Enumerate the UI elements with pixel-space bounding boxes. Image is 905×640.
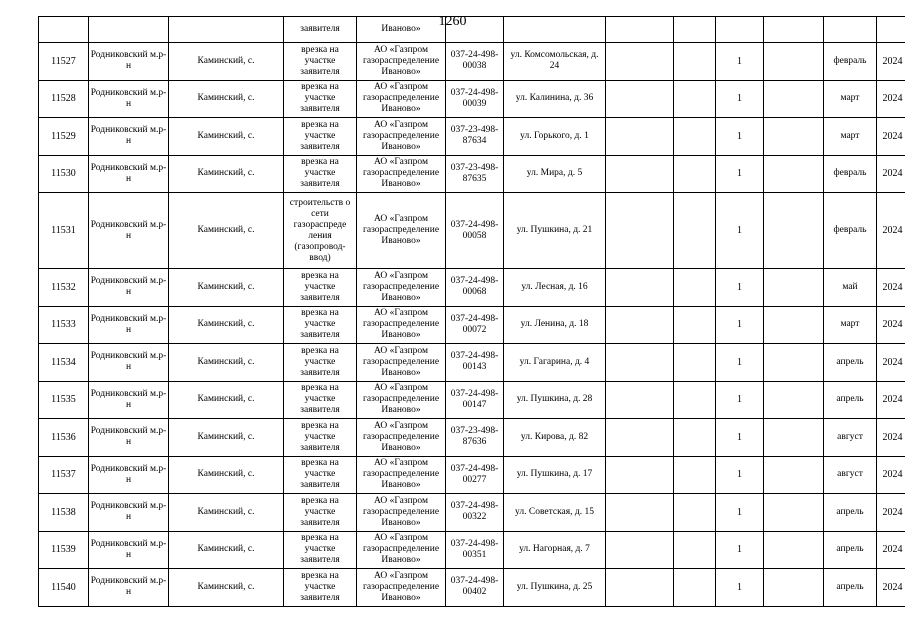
application-number-cell: 037-24-498-00058: [446, 193, 504, 269]
organization-cell: АО «Газпром газораспределение Иваново»: [357, 344, 446, 382]
col-9-cell: [674, 381, 716, 419]
address-cell: ул. Лесная, д. 16: [504, 269, 606, 307]
address-cell: ул. Нагорная, д. 7: [504, 531, 606, 569]
row-number-cell: 11534: [39, 344, 89, 382]
organization-cell: АО «Газпром газораспределение Иваново»: [357, 306, 446, 344]
table-row: [39, 155, 905, 193]
col-11-cell: [764, 531, 824, 569]
month-cell: август: [824, 456, 877, 494]
settlement-cell: Каминский, с.: [169, 419, 284, 457]
quantity-cell: 1: [716, 193, 764, 269]
district-cell: Родниковский м.р-н: [89, 456, 169, 494]
year-cell: 2024: [877, 381, 905, 419]
col-11-cell: [764, 381, 824, 419]
col-11-cell: [764, 344, 824, 382]
col-9-cell: [674, 344, 716, 382]
organization-cell: АО «Газпром газораспределение Иваново»: [357, 80, 446, 118]
col-8-cell: [606, 155, 674, 193]
col-8-cell: [606, 193, 674, 269]
quantity-cell: 1: [716, 155, 764, 193]
application-number-cell: 037-23-498-87636: [446, 419, 504, 457]
district-cell: Родниковский м.р-н: [89, 531, 169, 569]
page-number: 1260: [438, 14, 467, 29]
row-number-cell: [39, 17, 89, 43]
quantity-cell: 1: [716, 456, 764, 494]
col-11-cell: [764, 80, 824, 118]
col-8-cell: [606, 531, 674, 569]
organization-cell: АО «Газпром газораспределение Иваново»: [357, 381, 446, 419]
year-cell: 2024: [877, 419, 905, 457]
quantity-cell: 1: [716, 306, 764, 344]
year-cell: 2024: [877, 269, 905, 307]
organization-cell: АО «Газпром газораспределение Иваново»: [357, 269, 446, 307]
organization-cell: АО «Газпром газораспределение Иваново»: [357, 155, 446, 193]
district-cell: Родниковский м.р-н: [89, 269, 169, 307]
month-cell: март: [824, 80, 877, 118]
district-cell: Родниковский м.р-н: [89, 193, 169, 269]
table-row: [39, 118, 905, 156]
month-cell: февраль: [824, 43, 877, 81]
quantity-cell: 1: [716, 569, 764, 607]
year-cell: 2024: [877, 344, 905, 382]
row-number-cell: 11539: [39, 531, 89, 569]
application-number-cell: 037-24-498-00038: [446, 43, 504, 81]
month-cell: апрель: [824, 531, 877, 569]
year-cell: 2024: [877, 193, 905, 269]
settlement-cell: Каминский, с.: [169, 344, 284, 382]
district-cell: Родниковский м.р-н: [89, 155, 169, 193]
quantity-cell: 1: [716, 269, 764, 307]
col-9-cell: [674, 456, 716, 494]
row-number-cell: 11530: [39, 155, 89, 193]
table-row: [39, 494, 905, 532]
col-11-cell: [764, 306, 824, 344]
work-type-cell: врезка на участке заявителя: [284, 118, 357, 156]
address-cell: ул. Калинина, д. 36: [504, 80, 606, 118]
table-row: [39, 381, 905, 419]
table-row: [39, 531, 905, 569]
address-cell: ул. Горького, д. 1: [504, 118, 606, 156]
table-row: [39, 306, 905, 344]
work-type-cell: заявителя: [284, 17, 357, 43]
settlement-cell: Каминский, с.: [169, 80, 284, 118]
col-9-cell: [674, 43, 716, 81]
work-type-cell: врезка на участке заявителя: [284, 381, 357, 419]
col-8-cell: [606, 43, 674, 81]
col-8-cell: [606, 344, 674, 382]
year-cell: 2024: [877, 118, 905, 156]
col-8-cell: [606, 269, 674, 307]
row-number-cell: 11532: [39, 269, 89, 307]
table-row: [39, 456, 905, 494]
col-11-cell: [764, 43, 824, 81]
district-cell: Родниковский м.р-н: [89, 569, 169, 607]
year-cell: 2024: [877, 306, 905, 344]
application-number-cell: 037-24-498-00351: [446, 531, 504, 569]
quantity-cell: 1: [716, 344, 764, 382]
work-type-cell: врезка на участке заявителя: [284, 569, 357, 607]
organization-cell: АО «Газпром газораспределение Иваново»: [357, 43, 446, 81]
work-type-cell: врезка на участке заявителя: [284, 155, 357, 193]
application-number-cell: 037-24-498-00039: [446, 80, 504, 118]
district-cell: Родниковский м.р-н: [89, 381, 169, 419]
row-number-cell: 11540: [39, 569, 89, 607]
quantity-cell: 1: [716, 381, 764, 419]
address-cell: ул. Мира, д. 5: [504, 155, 606, 193]
registry-table: [38, 16, 905, 607]
work-type-cell: врезка на участке заявителя: [284, 43, 357, 81]
col-8-cell: [606, 381, 674, 419]
month-cell: апрель: [824, 569, 877, 607]
col-9-cell: [674, 494, 716, 532]
col-8-cell: [606, 456, 674, 494]
col-11-cell: [764, 118, 824, 156]
quantity-cell: [716, 17, 764, 43]
address-cell: ул. Пушкина, д. 17: [504, 456, 606, 494]
col-9-cell: [674, 419, 716, 457]
year-cell: 2024: [877, 494, 905, 532]
month-cell: апрель: [824, 344, 877, 382]
quantity-cell: 1: [716, 531, 764, 569]
work-type-cell: врезка на участке заявителя: [284, 80, 357, 118]
registry-table-body: [39, 17, 905, 607]
address-cell: ул. Кирова, д. 82: [504, 419, 606, 457]
address-cell: ул. Советская, д. 15: [504, 494, 606, 532]
row-number-cell: 11527: [39, 43, 89, 81]
col-8-cell: [606, 306, 674, 344]
settlement-cell: Каминский, с.: [169, 269, 284, 307]
col-11-cell: [764, 456, 824, 494]
organization-cell: АО «Газпром газораспределение Иваново»: [357, 569, 446, 607]
application-number-cell: 037-24-498-00068: [446, 269, 504, 307]
application-number-cell: 037-24-498-00143: [446, 344, 504, 382]
col-9-cell: [674, 269, 716, 307]
settlement-cell: Каминский, с.: [169, 193, 284, 269]
month-cell: август: [824, 419, 877, 457]
col-9-cell: [674, 118, 716, 156]
row-number-cell: 11528: [39, 80, 89, 118]
month-cell: март: [824, 118, 877, 156]
application-number-cell: [446, 17, 504, 43]
settlement-cell: Каминский, с.: [169, 569, 284, 607]
col-9-cell: [674, 155, 716, 193]
work-type-cell: врезка на участке заявителя: [284, 269, 357, 307]
col-11-cell: [764, 155, 824, 193]
application-number-cell: 037-24-498-00072: [446, 306, 504, 344]
col-9-cell: [674, 306, 716, 344]
row-number-cell: 11529: [39, 118, 89, 156]
row-number-cell: 11533: [39, 306, 89, 344]
settlement-cell: Каминский, с.: [169, 494, 284, 532]
district-cell: Родниковский м.р-н: [89, 43, 169, 81]
settlement-cell: Каминский, с.: [169, 43, 284, 81]
work-type-cell: врезка на участке заявителя: [284, 306, 357, 344]
row-number-cell: 11535: [39, 381, 89, 419]
work-type-cell: врезка на участке заявителя: [284, 531, 357, 569]
application-number-cell: 037-24-498-00277: [446, 456, 504, 494]
application-number-cell: 037-24-498-00147: [446, 381, 504, 419]
table-row: [39, 344, 905, 382]
col-11-cell: [764, 269, 824, 307]
application-number-cell: 037-23-498-87635: [446, 155, 504, 193]
table-row: [39, 80, 905, 118]
application-number-cell: 037-24-498-00322: [446, 494, 504, 532]
quantity-cell: 1: [716, 118, 764, 156]
district-cell: Родниковский м.р-н: [89, 118, 169, 156]
settlement-cell: Каминский, с.: [169, 155, 284, 193]
address-cell: ул. Ленина, д. 18: [504, 306, 606, 344]
settlement-cell: Каминский, с.: [169, 381, 284, 419]
address-cell: ул. Пушкина, д. 28: [504, 381, 606, 419]
year-cell: 2024: [877, 456, 905, 494]
col-9-cell: [674, 569, 716, 607]
district-cell: Родниковский м.р-н: [89, 344, 169, 382]
year-cell: 2024: [877, 531, 905, 569]
col-11-cell: [764, 17, 824, 43]
year-cell: 2024: [877, 80, 905, 118]
district-cell: Родниковский м.р-н: [89, 306, 169, 344]
work-type-cell: врезка на участке заявителя: [284, 494, 357, 532]
settlement-cell: Каминский, с.: [169, 531, 284, 569]
address-cell: [504, 17, 606, 43]
table-row: [39, 43, 905, 81]
row-number-cell: 11537: [39, 456, 89, 494]
quantity-cell: 1: [716, 419, 764, 457]
col-9-cell: [674, 193, 716, 269]
col-9-cell: [674, 80, 716, 118]
month-cell: май: [824, 269, 877, 307]
col-9-cell: [674, 17, 716, 43]
application-number-cell: 037-24-498-00402: [446, 569, 504, 607]
organization-cell: АО «Газпром газораспределение Иваново»: [357, 118, 446, 156]
address-cell: ул. Гагарина, д. 4: [504, 344, 606, 382]
district-cell: Родниковский м.р-н: [89, 419, 169, 457]
work-type-cell: врезка на участке заявителя: [284, 419, 357, 457]
col-11-cell: [764, 193, 824, 269]
table-row: [39, 269, 905, 307]
row-number-cell: 11536: [39, 419, 89, 457]
col-8-cell: [606, 569, 674, 607]
district-cell: Родниковский м.р-н: [89, 494, 169, 532]
month-cell: февраль: [824, 193, 877, 269]
work-type-cell: врезка на участке заявителя: [284, 344, 357, 382]
col-8-cell: [606, 494, 674, 532]
settlement-cell: Каминский, с.: [169, 118, 284, 156]
table-row: [39, 569, 905, 607]
organization-cell: АО «Газпром газораспределение Иваново»: [357, 193, 446, 269]
year-cell: 2024: [877, 155, 905, 193]
address-cell: ул. Комсомольская, д. 24: [504, 43, 606, 81]
address-cell: ул. Пушкина, д. 25: [504, 569, 606, 607]
col-8-cell: [606, 80, 674, 118]
year-cell: [877, 17, 905, 43]
work-type-cell: строительств о сети газораспреде ления (газопровод-ввод): [284, 193, 357, 269]
settlement-cell: Каминский, с.: [169, 456, 284, 494]
col-11-cell: [764, 494, 824, 532]
organization-cell: Иваново»: [357, 17, 446, 43]
work-type-cell: врезка на участке заявителя: [284, 456, 357, 494]
application-number-cell: 037-23-498-87634: [446, 118, 504, 156]
row-number-cell: 11538: [39, 494, 89, 532]
quantity-cell: 1: [716, 43, 764, 81]
organization-cell: АО «Газпром газораспределение Иваново»: [357, 456, 446, 494]
month-cell: апрель: [824, 381, 877, 419]
col-8-cell: [606, 419, 674, 457]
year-cell: 2024: [877, 569, 905, 607]
district-cell: [89, 17, 169, 43]
table-row: [39, 419, 905, 457]
month-cell: апрель: [824, 494, 877, 532]
district-cell: Родниковский м.р-н: [89, 80, 169, 118]
year-cell: 2024: [877, 43, 905, 81]
col-8-cell: [606, 118, 674, 156]
settlement-cell: Каминский, с.: [169, 306, 284, 344]
month-cell: март: [824, 306, 877, 344]
col-9-cell: [674, 531, 716, 569]
col-8-cell: [606, 17, 674, 43]
row-number-cell: 11531: [39, 193, 89, 269]
address-cell: ул. Пушкина, д. 21: [504, 193, 606, 269]
table-row: [39, 193, 905, 269]
month-cell: [824, 17, 877, 43]
organization-cell: АО «Газпром газораспределение Иваново»: [357, 419, 446, 457]
col-11-cell: [764, 569, 824, 607]
quantity-cell: 1: [716, 80, 764, 118]
settlement-cell: [169, 17, 284, 43]
table-row-continuation: [39, 17, 905, 43]
month-cell: февраль: [824, 155, 877, 193]
organization-cell: АО «Газпром газораспределение Иваново»: [357, 531, 446, 569]
quantity-cell: 1: [716, 494, 764, 532]
col-11-cell: [764, 419, 824, 457]
organization-cell: АО «Газпром газораспределение Иваново»: [357, 494, 446, 532]
